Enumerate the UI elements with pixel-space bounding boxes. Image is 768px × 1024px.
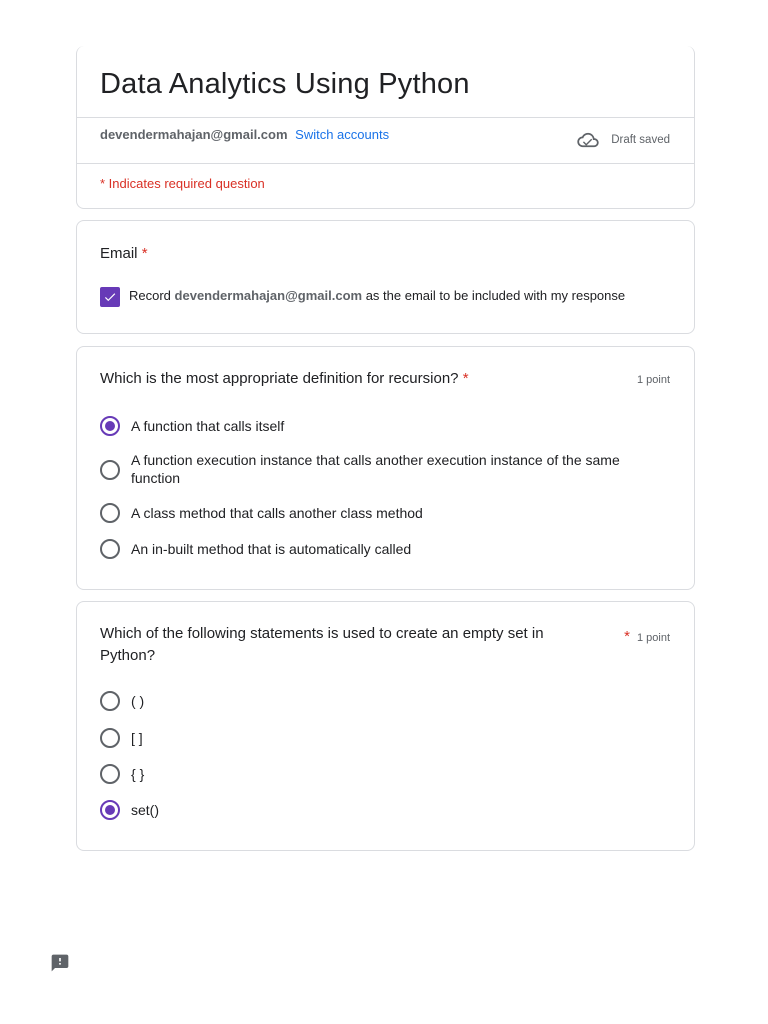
form-title: Data Analytics Using Python (100, 68, 470, 100)
option-set-3[interactable] (100, 764, 654, 784)
option-set-4[interactable] (100, 800, 654, 820)
radio-button[interactable] (100, 728, 120, 748)
account-row (100, 127, 389, 142)
check-icon (103, 290, 117, 304)
record-email-checkbox[interactable] (100, 287, 120, 307)
option-set-2[interactable] (100, 728, 654, 748)
radio-button[interactable] (100, 800, 120, 820)
radio-button[interactable] (100, 539, 120, 559)
radio-button[interactable] (100, 460, 120, 480)
email-question-title (100, 243, 148, 265)
option-label: An in-built method that is automatically called (131, 541, 412, 557)
draft-status (577, 132, 670, 148)
email-question-card (76, 220, 695, 334)
option-label: { } (131, 766, 145, 782)
option-recursion-2[interactable] (100, 450, 654, 487)
header-divider-2 (77, 163, 694, 164)
question-points: 1 point (636, 374, 670, 386)
option-set-1[interactable] (100, 691, 654, 711)
radio-button[interactable] (100, 503, 120, 523)
question-points-row (624, 628, 670, 645)
question-points: 1 point (636, 632, 670, 644)
question-title: Which is the most appropriate definition for recursion? * (100, 370, 469, 387)
radio-button[interactable] (100, 764, 120, 784)
question-title: Which of the following statements is used to create an empty set in Python? (100, 625, 544, 664)
account-email: devendermahajan@gmail.com (100, 127, 288, 142)
feedback-icon (50, 953, 70, 973)
required-asterisk: * (624, 628, 630, 645)
option-label: [ ] (131, 730, 143, 746)
form-header-card (76, 46, 695, 209)
option-recursion-4[interactable] (100, 539, 654, 559)
required-asterisk: * (141, 245, 148, 262)
option-label: ( ) (131, 693, 145, 709)
option-label: set() (131, 802, 159, 818)
option-recursion-3[interactable] (100, 503, 654, 523)
email-label: Email (100, 245, 138, 262)
option-label: A function execution instance that calls another execution instance of the same function (131, 452, 620, 486)
option-label: A class method that calls another class method (131, 505, 423, 521)
option-label: A function that calls itself (131, 418, 285, 434)
question-card-recursion (76, 346, 695, 590)
option-recursion-1[interactable] (100, 416, 654, 436)
radio-button[interactable] (100, 416, 120, 436)
cloud-check-icon (577, 132, 599, 148)
feedback-button[interactable] (50, 953, 70, 973)
question-card-empty-set (76, 601, 695, 851)
header-divider (77, 117, 694, 118)
record-email-label: Record devendermahajan@gmail.com as the email to be included with my response (129, 288, 626, 303)
switch-accounts-link[interactable]: Switch accounts (295, 127, 390, 142)
record-email-address: devendermahajan@gmail.com (174, 288, 363, 303)
required-note: * Indicates required question (100, 176, 265, 191)
required-asterisk: * (462, 370, 469, 387)
draft-status-text: Draft saved (611, 134, 670, 146)
radio-button[interactable] (100, 691, 120, 711)
